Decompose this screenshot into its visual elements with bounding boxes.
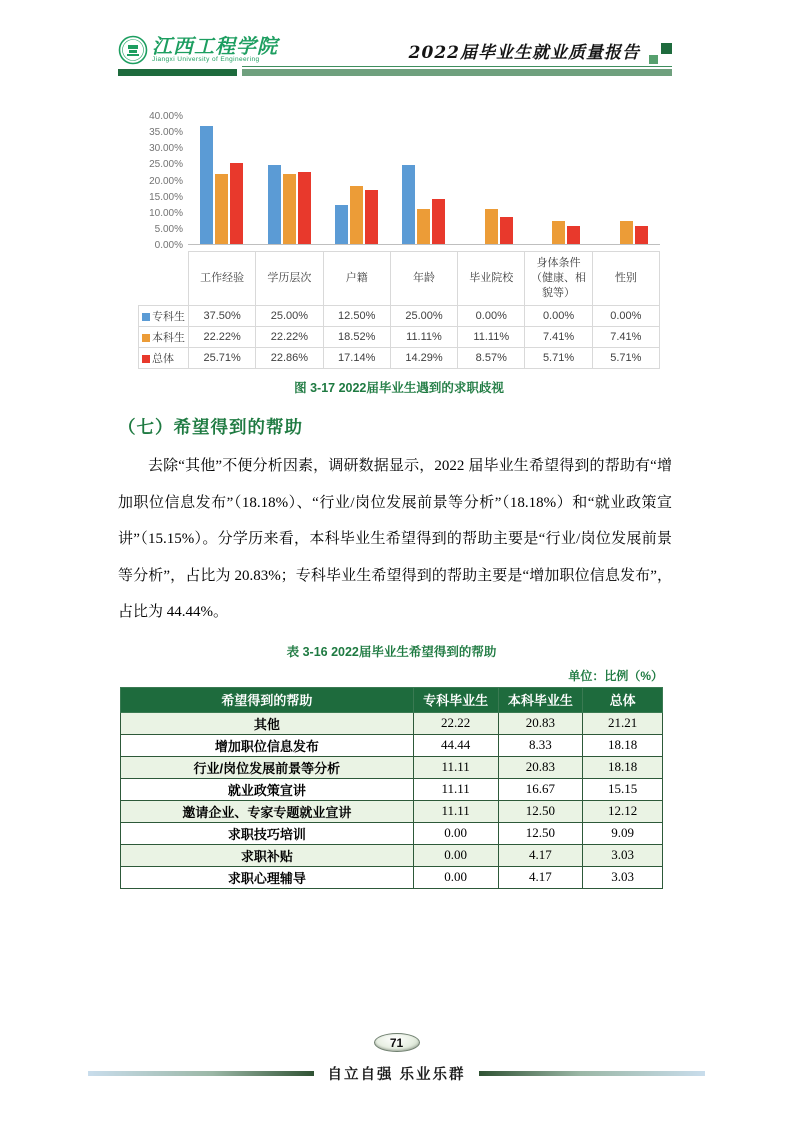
- series-value: 8.57%: [458, 348, 525, 369]
- legend-cell: [139, 348, 189, 369]
- bar-专科生: [200, 126, 213, 244]
- chart-series-row: [139, 327, 660, 348]
- help-item-value: 18.18: [583, 756, 663, 778]
- series-value: 12.50%: [323, 306, 390, 327]
- help-item-value: 0.00: [413, 844, 498, 866]
- y-axis-tick: 10.00%: [149, 207, 183, 219]
- help-item-value: 22.22: [413, 712, 498, 734]
- help-item-label: 求职心理辅导: [121, 866, 414, 888]
- help-table-row: [121, 866, 663, 888]
- bar-专科生: [268, 165, 281, 244]
- page-header: [118, 27, 672, 65]
- help-item-value: 18.18: [583, 734, 663, 756]
- footer-gradient-right: [479, 1071, 705, 1076]
- footer-gradient-left: [88, 1071, 314, 1076]
- bar-group: [525, 119, 592, 244]
- help-item-value: 9.09: [583, 822, 663, 844]
- university-seal-icon: [118, 35, 148, 65]
- series-value: 7.41%: [592, 327, 659, 348]
- decorative-squares-icon: [648, 43, 672, 65]
- help-item-value: 0.00: [413, 822, 498, 844]
- legend-cell: [139, 327, 189, 348]
- category-label: 性别: [592, 252, 659, 306]
- help-item-label: 行业/岗位发展前景等分析: [121, 756, 414, 778]
- chart-table-stub: [139, 252, 189, 306]
- y-axis-tick: 20.00%: [149, 175, 183, 187]
- bar-总体: [635, 226, 648, 244]
- discrimination-chart: [138, 111, 660, 396]
- legend-label: 专科生: [152, 311, 185, 323]
- help-item-value: 11.11: [413, 756, 498, 778]
- unit-note: 单位：比例（%）: [568, 668, 663, 683]
- header-divider: [118, 69, 672, 77]
- bar-本科生: [283, 174, 296, 244]
- help-item-value: 4.17: [498, 844, 583, 866]
- chart-table-body: [139, 252, 660, 369]
- help-table-zone: [120, 642, 663, 889]
- university-name-en: Jiangxi University of Engineering: [152, 56, 260, 63]
- bar-总体: [500, 217, 513, 244]
- help-table: [120, 687, 663, 889]
- help-table-row: [121, 756, 663, 778]
- series-value: 0.00%: [458, 306, 525, 327]
- legend-swatch-总体: [142, 355, 150, 363]
- help-item-value: 0.00: [413, 866, 498, 888]
- page-number-badge: 71: [374, 1033, 420, 1052]
- help-item-label: 就业政策宣讲: [121, 778, 414, 800]
- divider-sage-bar: [242, 69, 672, 76]
- series-value: 0.00%: [592, 306, 659, 327]
- bar-group: [593, 119, 660, 244]
- series-value: 22.22%: [189, 327, 256, 348]
- y-axis-tick: 0.00%: [154, 240, 183, 251]
- series-value: 25.00%: [256, 306, 323, 327]
- series-value: 37.50%: [189, 306, 256, 327]
- help-item-value: 11.11: [413, 800, 498, 822]
- help-table-header-cell: 总体: [583, 687, 663, 712]
- y-axis-tick: 15.00%: [149, 191, 183, 203]
- help-item-value: 3.03: [583, 844, 663, 866]
- square-light: [649, 55, 658, 64]
- chart-plot: [188, 119, 660, 245]
- series-value: 5.71%: [592, 348, 659, 369]
- help-table-row: [121, 822, 663, 844]
- report-title: 2022届毕业生就业质量报告: [408, 43, 640, 63]
- y-axis-tick: 25.00%: [149, 159, 183, 171]
- category-label: 工作经验: [189, 252, 256, 306]
- bar-本科生: [350, 186, 363, 244]
- bar-group: [255, 119, 322, 244]
- help-item-value: 12.50: [498, 800, 583, 822]
- bar-本科生: [417, 209, 430, 244]
- bar-总体: [432, 199, 445, 244]
- help-item-value: 15.15: [583, 778, 663, 800]
- chart-series-row: [139, 306, 660, 327]
- y-axis-tick: 30.00%: [149, 143, 183, 155]
- help-item-label: 求职技巧培训: [121, 822, 414, 844]
- bar-本科生: [215, 174, 228, 244]
- series-value: 18.52%: [323, 327, 390, 348]
- logo-text: [152, 36, 278, 64]
- divider-thin-line: [242, 66, 672, 67]
- bar-专科生: [402, 165, 415, 244]
- bar-总体: [298, 172, 311, 244]
- bar-group: [390, 119, 457, 244]
- help-table-row: [121, 712, 663, 734]
- category-label: 身体条件（健康、相貌等）: [525, 252, 592, 306]
- y-axis-tick: 40.00%: [149, 111, 183, 122]
- help-item-value: 11.11: [413, 778, 498, 800]
- help-item-value: 12.12: [583, 800, 663, 822]
- category-label: 学历层次: [256, 252, 323, 306]
- help-item-value: 8.33: [498, 734, 583, 756]
- divider-dark-bar: [118, 69, 237, 76]
- series-value: 25.00%: [390, 306, 457, 327]
- help-table-body: [121, 712, 663, 888]
- help-item-value: 3.03: [583, 866, 663, 888]
- bar-本科生: [485, 209, 498, 244]
- legend-label: 总体: [152, 353, 174, 365]
- help-table-caption: 表 3-16 2022届毕业生希望得到的帮助: [286, 644, 497, 659]
- bar-group: [323, 119, 390, 244]
- chart-data-table: [138, 251, 660, 369]
- chart-series-row: [139, 348, 660, 369]
- help-item-label: 其他: [121, 712, 414, 734]
- series-value: 11.11%: [390, 327, 457, 348]
- bar-专科生: [335, 205, 348, 244]
- bar-本科生: [552, 221, 565, 244]
- chart-y-axis: [138, 111, 188, 251]
- legend-label: 本科生: [152, 332, 185, 344]
- university-logo: [118, 35, 278, 65]
- help-item-value: 21.21: [583, 712, 663, 734]
- section-heading: （七）希望得到的帮助: [118, 417, 303, 437]
- square-dark: [661, 43, 672, 54]
- help-item-label: 邀请企业、专家专题就业宣讲: [121, 800, 414, 822]
- help-table-row: [121, 800, 663, 822]
- series-value: 22.22%: [256, 327, 323, 348]
- help-table-header-cell: 希望得到的帮助: [121, 687, 414, 712]
- bar-总体: [365, 190, 378, 244]
- legend-cell: [139, 306, 189, 327]
- help-item-label: 求职补贴: [121, 844, 414, 866]
- help-item-value: 4.17: [498, 866, 583, 888]
- chart-plot-row: [138, 111, 660, 251]
- bar-总体: [567, 226, 580, 244]
- help-table-row: [121, 778, 663, 800]
- bar-group: [458, 119, 525, 244]
- help-item-value: 12.50: [498, 822, 583, 844]
- footer-line: [88, 1063, 705, 1084]
- help-table-row: [121, 734, 663, 756]
- chart-caption: 图 3-17 2022届毕业生遇到的求职歧视: [294, 381, 504, 395]
- help-item-label: 增加职位信息发布: [121, 734, 414, 756]
- footer-slogan: 自立自强 乐业乐群: [327, 1067, 466, 1083]
- series-value: 22.86%: [256, 348, 323, 369]
- legend-swatch-专科生: [142, 313, 150, 321]
- category-label: 户籍: [323, 252, 390, 306]
- help-item-value: 20.83: [498, 712, 583, 734]
- category-label: 毕业院校: [458, 252, 525, 306]
- university-name-cn: 江西工程学院: [152, 34, 278, 58]
- series-value: 5.71%: [525, 348, 592, 369]
- help-table-row: [121, 844, 663, 866]
- chart-table-category-row: [139, 252, 660, 306]
- help-table-header-row: [121, 687, 663, 712]
- series-value: 11.11%: [458, 327, 525, 348]
- bar-本科生: [620, 221, 633, 244]
- help-item-value: 16.67: [498, 778, 583, 800]
- help-item-value: 20.83: [498, 756, 583, 778]
- series-value: 0.00%: [525, 306, 592, 327]
- legend-swatch-本科生: [142, 334, 150, 342]
- series-value: 7.41%: [525, 327, 592, 348]
- series-value: 17.14%: [323, 348, 390, 369]
- body-paragraph: 去除“其他”不便分析因素，调研数据显示，2022 届毕业生希望得到的帮助有“增加职位信息发布”（18.18%）、“行业/岗位发展前景等分析”（18.18%）和“就业政策宣讲”（15.15%）。分学历来看，本科毕业生希望得到的帮助主要是“行业/岗位发展前景等分析”，占比为 20.83%；专科毕业生希望得到的帮助主要是“增加职位信息发布”，占比为 44.44%。: [118, 458, 672, 620]
- y-axis-tick: 5.00%: [154, 223, 183, 235]
- y-axis-tick: 35.00%: [149, 127, 183, 139]
- series-value: 14.29%: [390, 348, 457, 369]
- report-title-block: [409, 38, 672, 65]
- bar-group: [188, 119, 255, 244]
- series-value: 25.71%: [189, 348, 256, 369]
- help-item-value: 44.44: [413, 734, 498, 756]
- bar-总体: [230, 163, 243, 244]
- category-label: 年龄: [390, 252, 457, 306]
- help-table-header-cell: 本科毕业生: [498, 687, 583, 712]
- help-table-header-cell: 专科毕业生: [413, 687, 498, 712]
